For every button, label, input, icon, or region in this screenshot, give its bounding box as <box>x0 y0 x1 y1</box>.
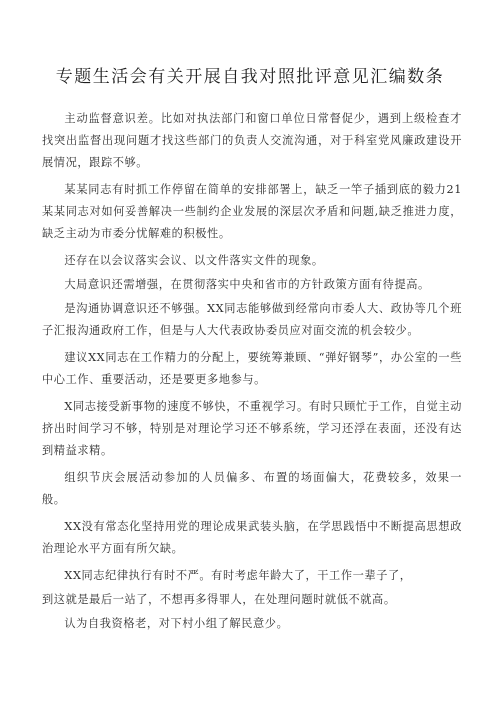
paragraph-theory: XX没有常态化坚持用党的理论成果武装头脑，在学思践悟中不断提高思想政治理论水平方面有所欠缺。 <box>42 520 462 555</box>
paragraph-learning: X同志接受新事物的速度不够快，不重视学习。有时只顾忙于工作，自觉主动挤出时间学习不够，特别是对理论学习还不够系统，学习还浮在表面，还没有达到精益求精。 <box>42 400 462 457</box>
paragraph-suggestion: 建议XX同志在工作精力的分配上，要统筹兼顾、“弹好钢琴”，办公室的一些中心工作、重要活动，还是要更多地参与。 <box>42 351 462 386</box>
paragraph-discipline: XX同志纪律执行有时不严。有时考虑年龄大了，干工作一辈子了， <box>64 569 412 582</box>
document-body <box>42 108 462 640</box>
document-title: 专题生活会有关开展自我对照批评意见汇编数条 <box>55 67 445 87</box>
paragraph-supervision: 主动监督意识差。比如对执法部门和窗口单位日常督促少，遇到上级检查才找突出监督出现问题才找这些部门的负责人交流沟通，对于科室党风廉政建设开展情况，跟踪不够。 <box>42 112 462 169</box>
paragraph-seniority: 认为自我资格老，对下村小组了解民意少。 <box>64 617 289 630</box>
paragraph-overall-awareness: 大局意识还需增强，在贯彻落实中央和省市的方针政策方面有待提高。 <box>64 278 430 291</box>
paragraph-work-arrangement: 某某同志有时抓工作停留在简单的安排部署上，缺乏一竿子插到底的毅力21某某同志对如何妥善解决一些制约企业发展的深层次矛盾和问题,缺乏推进力度，缺乏主动为市委分忧解难的积极性。 <box>42 183 462 240</box>
paragraph-communication: 是沟通协调意识还不够强。XX同志能够做到经常向市委人大、政协等几个班子汇报沟通政府工作，但是与人大代表政协委员应对面交流的机会较少。 <box>42 302 462 337</box>
paragraph-meetings: 还存在以会议落实会议、以文件落实文件的现象。 <box>64 254 324 267</box>
paragraph-events: 组织节庆会展活动参加的人员偏多、布置的场面偏大，花费较多，效果一般。 <box>42 471 462 506</box>
paragraph-discipline-continued: 到这就是最后一站了，不想再多得罪人，在处理问题时就低不就高。 <box>42 593 396 606</box>
